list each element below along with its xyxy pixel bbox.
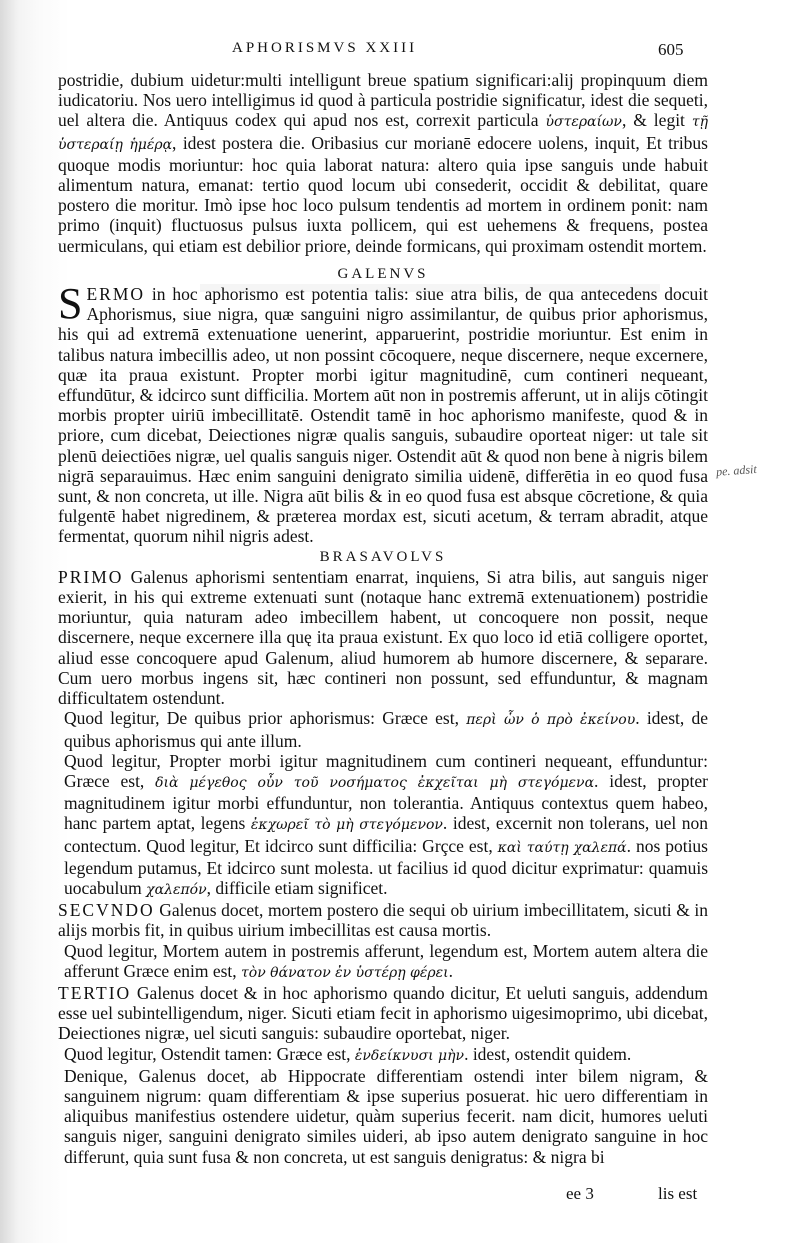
paragraph-quod-legitur-3: Quod legitur, Mortem autem in postremis afferunt, legendum est, Mortem autem altera die afferunt Græce enim est, τὸν θάνατον ἐν ὑστέρῃ φέρει. bbox=[64, 940, 708, 981]
greek-term: τὸν θάνατον ἐν ὑστέρῃ φέρει bbox=[241, 964, 449, 981]
greek-term: περὶ ὧν ὁ πρὸ ἐκείνου bbox=[466, 712, 636, 729]
paragraph-galenus: SERMO in hoc aphorismo est potentia talis: siue atra bilis, de qua antecedens docuit Aphorismus, siue nigra, quæ sanguini nigro assimilantur, de quibus prior aphorismus, his qui ad extremā extenuatione uenerint, apparuerint, postridie moriuntur. Est enim in talibus natura imbecillis adeo, ut non possint cōcoquere, neque discernere, neque excernere, quæ ita praua existunt. Propter morbi igitur magnitudinē, cum contineri nequeant, effundūtur, & idcirco sunt difficilia. Mortem aūt non in postremis afferunt, ut in alijs cōtingit morbis propter uiriū imbecillitatē. Ostendit tamē in hoc aphorismo manifeste, quod & in priore, cum dicebat, Deiectiones nigræ qualis sanguis, subaudire oporteat niger: ut tale sit plenū deiectiōes nigræ, uel qualis sanguis niger. Ostendit aūt & quod non bene à nigris bilem nigrā separauimus. Hæc enim sanguini denigrato similia uidenē, differētia in eo quod fusa sunt, & non concreta, ut ille. Nigra aūt bilis & in eo quod fusa est absque cōcretione, & quia fulgentē habet nigredinem, & præterea mordax est, sicuti acetum, & terram abradit, atque fermentat, quorum nihil nigris adest. bbox=[58, 279, 708, 547]
page-header bbox=[0, 40, 800, 62]
page-footer bbox=[0, 1184, 800, 1208]
drop-cap: S bbox=[58, 279, 83, 329]
greek-term: χαλεπόν bbox=[146, 881, 207, 898]
heading-brasavolus: BRASAVOLVS bbox=[319, 548, 447, 565]
paragraph-quod-legitur-4: Quod legitur, Ostendit tamen: Græce est, ἐνδείκνυσι μὴν. idest, ostendit quidem. bbox=[64, 1043, 632, 1064]
greek-term: τῇ ὑστεραίῃ ἡμέρᾳ bbox=[58, 114, 708, 153]
greek-term: ὑστεραίων bbox=[545, 114, 622, 131]
greek-term: διὰ μέγεθος οὖν τοῦ νοσήματος ἐκχεῖται μὴ στεγόμενα bbox=[155, 774, 595, 791]
paragraph-secundo: SECVNDO Galenus docet, mortem postero die sequi ob uirium imbecillitatem, sicuti & in alijs morbis fit, in quibus uirium imbecillitas est causa mortis. bbox=[58, 900, 708, 941]
lead-word: PRIMO bbox=[58, 566, 124, 587]
heading-galenus: GALENVS bbox=[337, 265, 429, 282]
paragraph-intro: postridie, dubium uidetur:multi intelligunt breue spatium significari:alij propinquum diem iudicatoriu. Nos uero intelligimus id quod à particula postridie significatur, idest die sequeti, uel altera die. Antiquus codex qui apud nos est, correxit particula ὑστεραίων, & legit τῇ ὑστεραίῃ ἡμέρᾳ, idest postera die. Oribasius cur morianē edocere uolens, inquit, Et tribus quoque modis moriuntur: hoc quia laborat natura: altero quia ipse sanguis unde habuit alimentum natura, emanat: tertio quod locum ubi consederit, occidit & debilitat, quare postero die moritur. Imò ipse hoc loco pulsum tendentis ad mortem in ordinem ponit: nam primo (inquit) fluctuosus pulsus iuxta pollicem, qui est uehemens & frequens, postea uermiculans, qui etiam est debilior priore, deinde formicans, qui proximam ostendit mortem. bbox=[58, 70, 708, 256]
running-head: APHORISMVS XXIII bbox=[232, 40, 418, 56]
greek-term: ἐκχωρεῖ τὸ μὴ στεγόμενον bbox=[250, 817, 443, 834]
paragraph-denique: Denique, Galenus docet, ab Hippocrate differentiam ostendi inter bilem nigram, & sanguinem nigrum: quam differentiam & ipse superius posuerat. hic uero differentiam in aliquibus manifestius ostendere uidetur, quàm superius fecerit. nam dicit, humores ueluti sanguis niger, sanguini denigrato similes uideri, ab ipso autem denigrato sanguine in hoc differunt, quia sunt fusa & non concreta, ut est sanguis denigratus: & nigra bi bbox=[64, 1065, 708, 1167]
paragraph-tertio: TERTIO Galenus docet & in hoc aphorismo quando dicitur, Et ueluti sanguis, addendum esse uel subintelligendum, niger. Sicuti etiam fecit in aphorismo uigesimoprimo, ubi dicebat, Deiectiones nigræ, uel sicuti sanguis: subaudire oportebat, niger. bbox=[58, 982, 708, 1044]
greek-term: καὶ ταύτῃ χαλεπά bbox=[497, 839, 627, 856]
page-number: 605 bbox=[658, 40, 684, 59]
paragraph-quod-legitur-1: Quod legitur, De quibus prior aphorismus: Græce est, περὶ ὧν ὁ πρὸ ἐκείνου. idest, de quibus aphorismus qui ante illum. bbox=[64, 708, 708, 751]
paragraph-quod-legitur-2: Quod legitur, Propter morbi igitur magnitudinem cum contineri nequeant, effunduntur: Græce est, διὰ μέγεθος οὖν τοῦ νοσήματος ἐκχεῖται μὴ στεγόμενα. idest, propter magnitudinem igitur morbi effunduntur, non tolerantia. Antiquus contextus quem habeo, hanc partem aptat, legens ἐκχωρεῖ τὸ μὴ στεγόμενον. idest, excernit non tolerans, uel non contectum. Quod legitur, Et idcirco sunt difficilia: Grçce est, καὶ ταύτῃ χαλεπά. nos potius legendum putamus, Et idcirco sunt molesta. ut facilius id quod dicitur exprimatur: quamuis uocabulum χαλεπόν, difficile etiam significet. bbox=[64, 750, 708, 898]
main-text bbox=[58, 70, 708, 1167]
catchword: lis est bbox=[658, 1184, 698, 1203]
lead-word: TERTIO bbox=[58, 982, 132, 1003]
lead-word: ERMO bbox=[86, 284, 146, 305]
greek-term: ἐνδείκνυσι μὴν bbox=[354, 1047, 465, 1064]
lead-word: SECVNDO bbox=[58, 900, 155, 921]
signature-mark: ee 3 bbox=[566, 1184, 594, 1203]
paragraph-primo: PRIMO Galenus aphorismi sententiam enarrat, inquiens, Si atra bilis, aut sanguis niger exierit, in his qui extreme extenuati sunt (notaque hanc extremā extenuationem) postridie moriuntur, quia naturam adeo imbecillem habent, ut concoquere non possit, neque discernere, neque excernere illa quę ita praua existunt. Ex quo loco id etiā colligere oportet, aliud esse concoquere apud Galenum, aliud humorem ab humore discernere, & separare. Cum uero morbus ingens sit, hæc contineri non possunt, sed effunduntur, & magnam difficultatem ostendunt. bbox=[58, 566, 708, 709]
marginal-annotation: pe. adsit bbox=[715, 461, 758, 479]
